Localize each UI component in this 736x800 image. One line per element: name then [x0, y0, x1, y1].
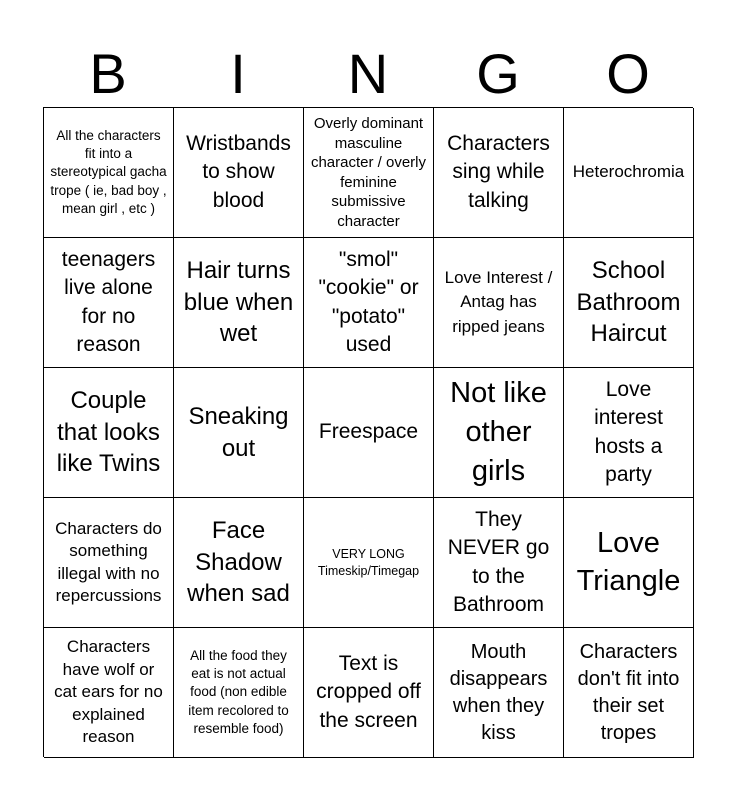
cell-text: Love interest hosts a party [594, 377, 663, 486]
bingo-cell-r4c5[interactable] [564, 498, 694, 628]
cell-text: VERY LONG Timeskip/Timegap [317, 546, 420, 578]
bingo-cell-r1c1[interactable] [44, 108, 174, 238]
bingo-cell-r1c3[interactable] [304, 108, 434, 238]
header-letter-g: G [476, 42, 520, 105]
cell-text: Wristbands to show blood [186, 131, 291, 212]
bingo-cell-r3c4[interactable] [434, 368, 564, 498]
cell-text: All the characters fit into a stereotypical gacha trope ( ie, bad boy , mean girl , etc ) [50, 127, 167, 216]
bingo-cell-r5c4[interactable] [434, 628, 564, 758]
bingo-cell-r5c5[interactable] [564, 628, 694, 758]
bingo-cell-r2c4[interactable] [434, 238, 564, 368]
bingo-cell-r4c1[interactable] [44, 498, 174, 628]
bingo-cell-r4c4[interactable] [434, 498, 564, 628]
bingo-cell-r2c2[interactable] [174, 238, 304, 368]
cell-text: Characters do something illegal with no repercussions [55, 519, 162, 605]
cell-text: Mouth disappears when they kiss [449, 640, 548, 744]
bingo-cell-r4c3[interactable] [304, 498, 434, 628]
cell-text: Characters have wolf or cat ears for no explained reason [54, 636, 163, 747]
header-letter-b: B [89, 42, 127, 105]
cell-text: Text is cropped off the screen [316, 651, 421, 732]
cell-text: teenagers live alone for no reason [61, 247, 156, 356]
bingo-cell-r3c2[interactable] [174, 368, 304, 498]
bingo-cell-r1c4[interactable] [434, 108, 564, 238]
bingo-board [43, 107, 693, 757]
bingo-cell-r5c1[interactable] [44, 628, 174, 758]
cell-text: Love Interest / Antag has ripped jeans [444, 267, 553, 336]
bingo-cell-r1c5[interactable] [564, 108, 694, 238]
bingo-cell-r3c3[interactable] [304, 368, 434, 498]
bingo-cell-r2c3[interactable] [304, 238, 434, 368]
header-letter-i: I [230, 42, 246, 105]
cell-text: Hair turns blue when wet [183, 256, 294, 348]
bingo-cell-r3c1[interactable] [44, 368, 174, 498]
bingo-cell-r5c2[interactable] [174, 628, 304, 758]
cell-text: Couple that looks like Twins [56, 386, 161, 478]
cell-text: Characters sing while talking [447, 131, 550, 212]
header-letter-n: N [347, 42, 389, 105]
cell-text: Freespace [318, 420, 419, 444]
bingo-header [43, 40, 693, 108]
bingo-cell-r4c2[interactable] [174, 498, 304, 628]
bingo-cell-r3c5[interactable] [564, 368, 694, 498]
cell-text: All the food they eat is not actual food (non edible item recolored to resemble food) [188, 647, 289, 736]
cell-text: Face Shadow when sad [187, 516, 290, 608]
cell-text: Not like other girls [450, 376, 547, 488]
bingo-cell-r1c2[interactable] [174, 108, 304, 238]
cell-text: They NEVER go to the Bathroom [447, 507, 550, 616]
cell-text: "smol" "cookie" or "potato" used [318, 247, 419, 356]
header-letter-o: O [606, 42, 650, 105]
cell-text: Overly dominant masculine character / overly feminine submissive character [310, 115, 427, 230]
cell-text: Sneaking out [188, 402, 289, 462]
bingo-cell-r2c1[interactable] [44, 238, 174, 368]
bingo-cell-r2c5[interactable] [564, 238, 694, 368]
cell-text: Love Triangle [576, 526, 681, 597]
bingo-cell-r5c3[interactable] [304, 628, 434, 758]
cell-text: Heterochromia [572, 162, 685, 182]
cell-text: School Bathroom Haircut [576, 256, 681, 348]
cell-text: Characters don't fit into their set tropes [577, 640, 680, 744]
